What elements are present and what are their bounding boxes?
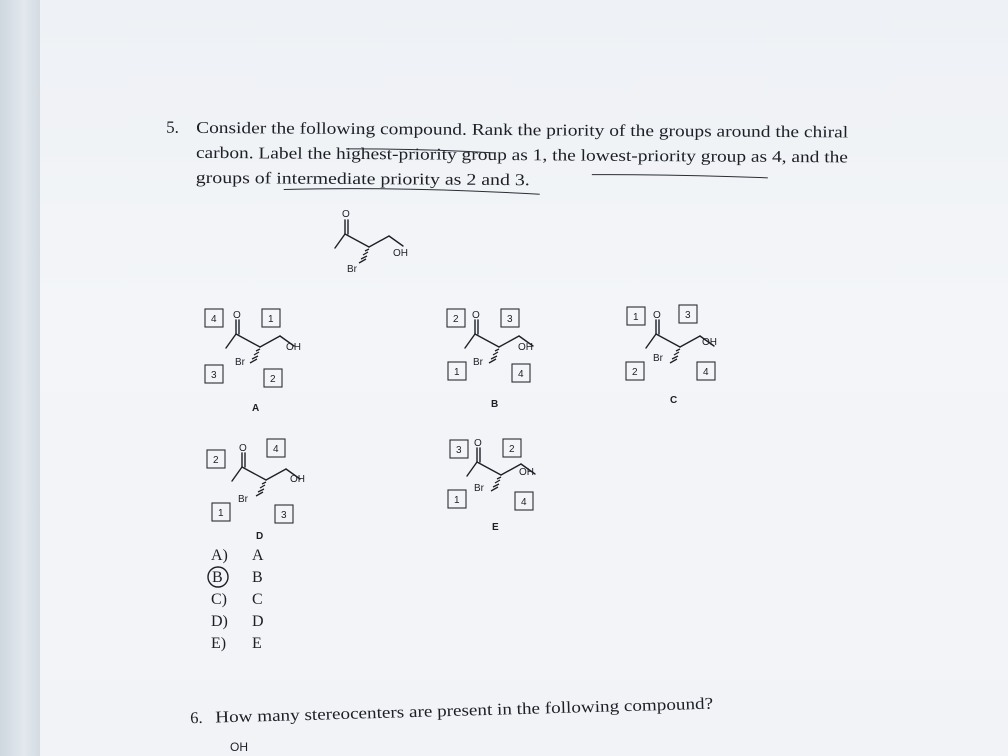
question-5-line-3: groups of intermediate priority as 2 and 3. xyxy=(195,167,474,189)
option-e-label-carbonyl-right: 2 xyxy=(509,444,515,455)
option-b-letter: B xyxy=(491,399,499,410)
option-d-hydroxyl: OH xyxy=(290,474,305,485)
option-a-label-carbonyl-left: 4 xyxy=(211,314,217,325)
option-d-bromine: Br xyxy=(238,494,248,505)
choice-d-value[interactable]: D xyxy=(252,613,264,630)
option-c-label-bromine: 2 xyxy=(632,367,638,378)
option-d-label-hydroxyl: 3 xyxy=(281,510,287,521)
option-c-letter: C xyxy=(670,395,678,406)
option-e-bromine: Br xyxy=(474,483,484,494)
answer-choices xyxy=(208,547,264,652)
option-c-label-carbonyl-right: 3 xyxy=(685,310,691,321)
reference-compound xyxy=(335,209,408,275)
option-e-oxygen: O xyxy=(474,438,482,449)
reference-oxygen: O xyxy=(342,209,350,220)
choice-c-key[interactable]: C) xyxy=(211,591,227,608)
option-e-label-hydroxyl: 4 xyxy=(521,497,527,508)
option-a-label-carbonyl-right: 1 xyxy=(268,314,274,325)
option-c-structure xyxy=(626,305,717,406)
reference-bromine: Br xyxy=(347,264,357,275)
option-a-letter: A xyxy=(252,403,260,414)
option-b-label-hydroxyl: 4 xyxy=(518,369,524,380)
choice-a-value[interactable]: A xyxy=(252,547,264,564)
choice-b-key[interactable]: B xyxy=(212,569,223,586)
choice-b-value[interactable]: B xyxy=(252,569,263,586)
option-d-label-carbonyl-right: 4 xyxy=(273,444,279,455)
choice-c-value[interactable]: C xyxy=(252,591,263,608)
option-c-label-hydroxyl: 4 xyxy=(703,367,709,378)
choice-e-value[interactable]: E xyxy=(252,635,262,652)
option-a-bromine: Br xyxy=(235,357,245,368)
option-b-label-carbonyl-left: 2 xyxy=(453,314,459,325)
option-d-oxygen: O xyxy=(239,443,247,454)
underline-lowest xyxy=(592,174,768,177)
question-6-structure-label: OH xyxy=(230,740,248,754)
option-a-structure xyxy=(205,309,301,414)
option-e-hydroxyl: OH xyxy=(519,467,534,478)
option-e-structure xyxy=(448,438,535,533)
option-a-oxygen: O xyxy=(233,310,241,321)
option-b-hydroxyl: OH xyxy=(518,342,533,353)
option-a-hydroxyl: OH xyxy=(286,342,301,353)
choice-a-key[interactable]: A) xyxy=(211,547,228,564)
question-5-number: 5. xyxy=(166,117,179,137)
option-b-oxygen: O xyxy=(472,310,480,321)
option-b-label-bromine: 1 xyxy=(454,367,460,378)
option-d-label-carbonyl-left: 2 xyxy=(213,455,219,466)
choice-e-key[interactable]: E) xyxy=(211,635,227,652)
option-c-label-carbonyl-left: 1 xyxy=(633,312,639,323)
option-c-oxygen: O xyxy=(653,310,661,321)
option-b-bromine: Br xyxy=(473,357,483,368)
option-a-label-bromine: 3 xyxy=(211,370,217,381)
reference-hydroxyl: OH xyxy=(393,248,408,259)
option-c-bromine: Br xyxy=(653,353,663,364)
question-6-number: 6. xyxy=(189,707,203,728)
question-5 xyxy=(166,118,849,197)
option-b-label-carbonyl-right: 3 xyxy=(507,314,513,325)
option-e-letter: E xyxy=(492,522,499,533)
question-6 xyxy=(190,694,713,728)
option-c-hydroxyl: OH xyxy=(702,337,717,348)
option-d-structure xyxy=(207,439,305,542)
option-b-structure xyxy=(447,309,533,410)
option-e-label-carbonyl-left: 3 xyxy=(456,445,462,456)
option-d-letter: D xyxy=(256,531,264,542)
question-6-text: How many stereocenters are present in the following compound? xyxy=(214,695,646,727)
choice-d-key[interactable]: D) xyxy=(211,613,228,630)
option-e-label-bromine: 1 xyxy=(454,495,460,506)
option-a-label-hydroxyl: 2 xyxy=(270,374,276,385)
question-5-line-2: carbon. Label the highest-priority group as 1, the lowest-priority group as 4, and the xyxy=(195,142,751,166)
option-d-label-bromine: 1 xyxy=(218,508,224,519)
question-5-line-1: Consider the following compound. Rank the priority of the groups around the chiral xyxy=(196,117,751,141)
